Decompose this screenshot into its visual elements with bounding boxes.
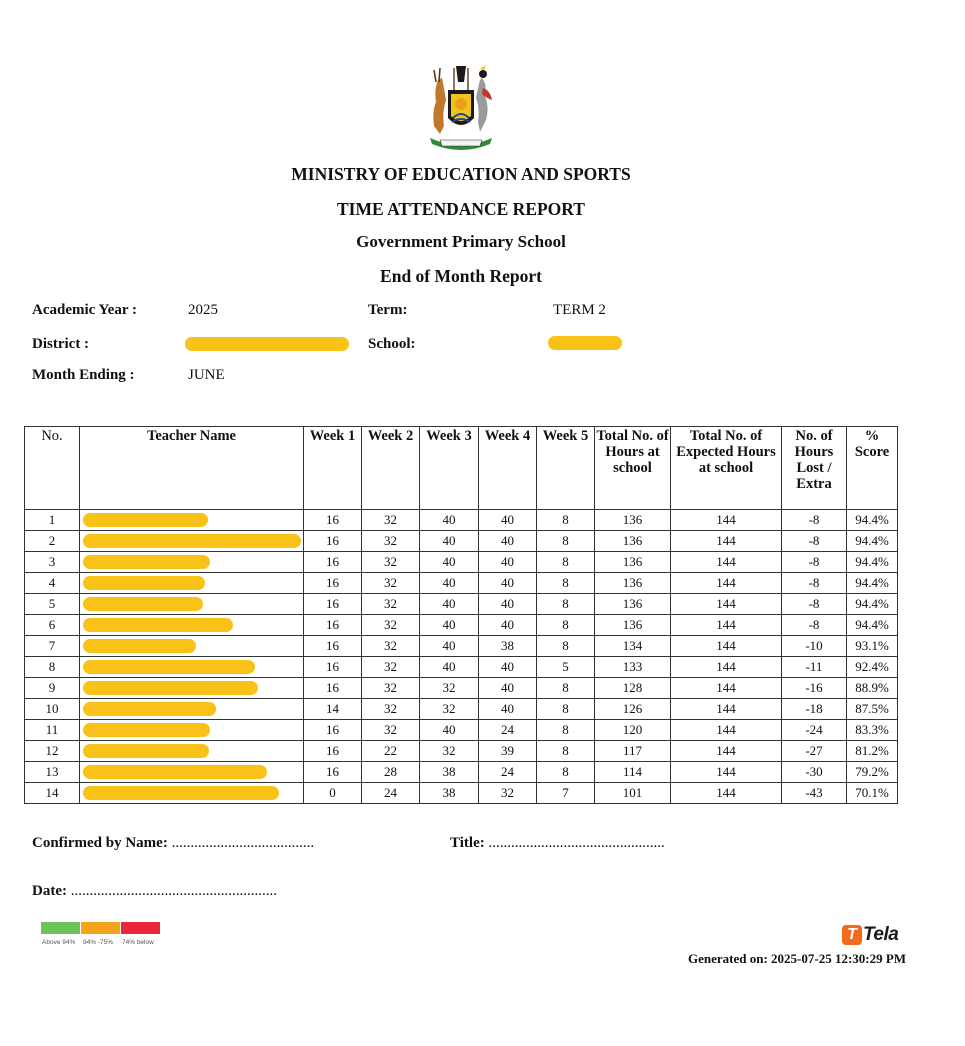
header-hours-lost: No. of Hours Lost / Extra <box>782 427 847 510</box>
row-no: 11 <box>25 720 80 741</box>
cell-score: 87.5% <box>847 699 898 720</box>
cell-week-4: 24 <box>479 720 537 741</box>
row-no: 8 <box>25 657 80 678</box>
teacher-name-cell <box>80 762 304 783</box>
term-value: TERM 2 <box>553 302 606 318</box>
cell-expected-hours: 144 <box>671 762 782 783</box>
cell-score: 83.3% <box>847 720 898 741</box>
cell-week-5: 8 <box>537 615 595 636</box>
attendance-table <box>24 426 898 804</box>
cell-score: 81.2% <box>847 741 898 762</box>
cell-week-5: 8 <box>537 573 595 594</box>
row-no: 3 <box>25 552 80 573</box>
date-line <box>32 883 277 900</box>
cell-score: 94.4% <box>847 615 898 636</box>
cell-total-hours: 136 <box>595 615 671 636</box>
teacher-name-redaction <box>83 702 216 716</box>
header-score: % Score <box>847 427 898 510</box>
cell-week-1: 16 <box>304 615 362 636</box>
cell-week-2: 22 <box>362 741 420 762</box>
cell-total-hours: 136 <box>595 573 671 594</box>
cell-hours-lost: -8 <box>782 615 847 636</box>
cell-week-2: 32 <box>362 678 420 699</box>
cell-week-4: 40 <box>479 531 537 552</box>
cell-total-hours: 136 <box>595 531 671 552</box>
table-row <box>25 636 898 657</box>
teacher-name-cell <box>80 720 304 741</box>
tela-logo <box>842 924 898 946</box>
teacher-name-cell <box>80 636 304 657</box>
cell-total-hours: 126 <box>595 699 671 720</box>
cell-week-5: 7 <box>537 783 595 804</box>
table-row <box>25 531 898 552</box>
cell-week-2: 32 <box>362 531 420 552</box>
teacher-name-redaction <box>83 681 258 695</box>
title-label: Title: <box>450 835 485 851</box>
cell-week-1: 14 <box>304 699 362 720</box>
cell-week-2: 32 <box>362 615 420 636</box>
cell-week-3: 40 <box>420 573 479 594</box>
cell-score: 94.4% <box>847 510 898 531</box>
cell-week-2: 32 <box>362 594 420 615</box>
cell-total-hours: 128 <box>595 678 671 699</box>
cell-week-5: 8 <box>537 531 595 552</box>
table-row <box>25 783 898 804</box>
report-title: TIME ATTENDANCE REPORT <box>337 199 585 219</box>
teacher-name-redaction <box>83 723 210 737</box>
cell-week-3: 40 <box>420 657 479 678</box>
teacher-name-redaction <box>83 618 233 632</box>
table-row <box>25 510 898 531</box>
date-label: Date: <box>32 883 67 899</box>
legend-swatch-high <box>41 922 80 934</box>
cell-hours-lost: -8 <box>782 510 847 531</box>
cell-hours-lost: -8 <box>782 594 847 615</box>
teacher-name-redaction <box>83 744 209 758</box>
cell-week-3: 32 <box>420 699 479 720</box>
cell-week-3: 40 <box>420 720 479 741</box>
report-period: End of Month Report <box>380 266 542 286</box>
cell-hours-lost: -8 <box>782 573 847 594</box>
row-no: 2 <box>25 531 80 552</box>
coat-of-arms-icon <box>420 60 502 150</box>
row-no: 1 <box>25 510 80 531</box>
cell-week-1: 16 <box>304 657 362 678</box>
cell-week-4: 40 <box>479 573 537 594</box>
cell-week-3: 40 <box>420 531 479 552</box>
title-line <box>450 835 665 852</box>
academic-year-value: 2025 <box>188 302 218 318</box>
cell-week-1: 16 <box>304 552 362 573</box>
ministry-title: MINISTRY OF EDUCATION AND SPORTS <box>291 164 631 184</box>
cell-week-5: 8 <box>537 741 595 762</box>
month-ending-value: JUNE <box>188 367 225 383</box>
cell-hours-lost: -8 <box>782 531 847 552</box>
date-field: ....................................................... <box>70 883 277 899</box>
table-row <box>25 699 898 720</box>
cell-week-2: 32 <box>362 552 420 573</box>
cell-expected-hours: 144 <box>671 552 782 573</box>
cell-expected-hours: 144 <box>671 741 782 762</box>
cell-week-1: 0 <box>304 783 362 804</box>
row-no: 14 <box>25 783 80 804</box>
cell-week-5: 8 <box>537 699 595 720</box>
cell-week-4: 32 <box>479 783 537 804</box>
header-no: No. <box>25 427 80 510</box>
district-redaction <box>185 337 349 351</box>
cell-score: 70.1% <box>847 783 898 804</box>
cell-total-hours: 114 <box>595 762 671 783</box>
teacher-name-cell <box>80 678 304 699</box>
cell-week-4: 39 <box>479 741 537 762</box>
table-row <box>25 594 898 615</box>
row-no: 9 <box>25 678 80 699</box>
cell-score: 94.4% <box>847 573 898 594</box>
teacher-name-cell <box>80 741 304 762</box>
cell-week-3: 40 <box>420 615 479 636</box>
cell-score: 94.4% <box>847 531 898 552</box>
cell-week-4: 40 <box>479 552 537 573</box>
cell-week-5: 8 <box>537 510 595 531</box>
cell-hours-lost: -43 <box>782 783 847 804</box>
cell-week-1: 16 <box>304 678 362 699</box>
legend-label-mid: 94% -75% <box>83 939 113 946</box>
cell-week-2: 32 <box>362 636 420 657</box>
legend-label-high: Above 94% <box>42 939 76 946</box>
title-field: ............................................... <box>488 835 665 851</box>
header-week-1: Week 1 <box>304 427 362 510</box>
row-no: 13 <box>25 762 80 783</box>
cell-expected-hours: 144 <box>671 573 782 594</box>
cell-hours-lost: -8 <box>782 552 847 573</box>
cell-week-1: 16 <box>304 720 362 741</box>
cell-week-5: 8 <box>537 762 595 783</box>
cell-expected-hours: 144 <box>671 615 782 636</box>
cell-total-hours: 133 <box>595 657 671 678</box>
cell-week-1: 16 <box>304 594 362 615</box>
header-total-hours: Total No. of Hours at school <box>595 427 671 510</box>
table-row <box>25 657 898 678</box>
cell-week-1: 16 <box>304 531 362 552</box>
teacher-name-redaction <box>83 534 301 548</box>
cell-expected-hours: 144 <box>671 657 782 678</box>
teacher-name-cell <box>80 531 304 552</box>
cell-week-2: 32 <box>362 699 420 720</box>
header-teacher-name: Teacher Name <box>80 427 304 510</box>
cell-week-5: 8 <box>537 720 595 741</box>
cell-score: 79.2% <box>847 762 898 783</box>
cell-expected-hours: 144 <box>671 636 782 657</box>
cell-week-2: 32 <box>362 657 420 678</box>
cell-week-2: 28 <box>362 762 420 783</box>
cell-total-hours: 136 <box>595 594 671 615</box>
cell-week-3: 40 <box>420 510 479 531</box>
cell-week-3: 40 <box>420 552 479 573</box>
cell-week-5: 8 <box>537 594 595 615</box>
table-row <box>25 741 898 762</box>
confirmed-by-field: ...................................... <box>171 835 315 851</box>
row-no: 7 <box>25 636 80 657</box>
cell-week-4: 38 <box>479 636 537 657</box>
cell-total-hours: 120 <box>595 720 671 741</box>
row-no: 6 <box>25 615 80 636</box>
cell-week-2: 32 <box>362 573 420 594</box>
teacher-name-cell <box>80 510 304 531</box>
confirmed-by-line <box>32 835 314 852</box>
row-no: 10 <box>25 699 80 720</box>
teacher-name-cell <box>80 552 304 573</box>
cell-week-5: 5 <box>537 657 595 678</box>
teacher-name-redaction <box>83 513 208 527</box>
cell-week-3: 32 <box>420 678 479 699</box>
cell-week-1: 16 <box>304 741 362 762</box>
cell-week-4: 40 <box>479 510 537 531</box>
teacher-name-redaction <box>83 639 196 653</box>
cell-hours-lost: -30 <box>782 762 847 783</box>
cell-total-hours: 136 <box>595 552 671 573</box>
table-row <box>25 552 898 573</box>
school-label: School: <box>368 336 416 352</box>
school-type: Government Primary School <box>356 232 566 251</box>
cell-score: 92.4% <box>847 657 898 678</box>
row-no: 12 <box>25 741 80 762</box>
cell-hours-lost: -27 <box>782 741 847 762</box>
cell-week-3: 38 <box>420 762 479 783</box>
legend-swatch-low <box>121 922 160 934</box>
cell-total-hours: 117 <box>595 741 671 762</box>
tela-logo-text: Tela <box>863 924 899 945</box>
cell-expected-hours: 144 <box>671 510 782 531</box>
teacher-name-cell <box>80 699 304 720</box>
cell-week-5: 8 <box>537 636 595 657</box>
cell-expected-hours: 144 <box>671 531 782 552</box>
cell-score: 88.9% <box>847 678 898 699</box>
cell-score: 93.1% <box>847 636 898 657</box>
cell-hours-lost: -18 <box>782 699 847 720</box>
cell-total-hours: 101 <box>595 783 671 804</box>
cell-week-4: 40 <box>479 594 537 615</box>
month-ending-label: Month Ending : <box>32 367 135 383</box>
teacher-name-redaction <box>83 576 205 590</box>
teacher-name-cell <box>80 615 304 636</box>
confirmed-by-label: Confirmed by Name: <box>32 835 168 851</box>
cell-week-4: 40 <box>479 615 537 636</box>
cell-week-1: 16 <box>304 636 362 657</box>
table-row <box>25 573 898 594</box>
cell-week-1: 16 <box>304 573 362 594</box>
cell-week-3: 32 <box>420 741 479 762</box>
cell-week-2: 24 <box>362 783 420 804</box>
table-row <box>25 762 898 783</box>
district-label: District : <box>32 336 90 352</box>
header-week-2: Week 2 <box>362 427 420 510</box>
teacher-name-redaction <box>83 765 267 779</box>
teacher-name-redaction <box>83 660 255 674</box>
teacher-name-redaction <box>83 786 279 800</box>
term-label: Term: <box>368 302 408 318</box>
header-expected-hours: Total No. of Expected Hours at school <box>671 427 782 510</box>
table-row <box>25 615 898 636</box>
cell-expected-hours: 144 <box>671 594 782 615</box>
cell-expected-hours: 144 <box>671 720 782 741</box>
table-row <box>25 720 898 741</box>
teacher-name-cell <box>80 783 304 804</box>
cell-expected-hours: 144 <box>671 678 782 699</box>
teacher-name-redaction <box>83 597 203 611</box>
school-redaction <box>548 336 622 350</box>
row-no: 4 <box>25 573 80 594</box>
teacher-name-cell <box>80 657 304 678</box>
cell-score: 94.4% <box>847 594 898 615</box>
cell-week-4: 24 <box>479 762 537 783</box>
cell-week-4: 40 <box>479 678 537 699</box>
cell-total-hours: 136 <box>595 510 671 531</box>
teacher-name-cell <box>80 594 304 615</box>
cell-expected-hours: 144 <box>671 783 782 804</box>
cell-total-hours: 134 <box>595 636 671 657</box>
cell-week-5: 8 <box>537 678 595 699</box>
cell-hours-lost: -10 <box>782 636 847 657</box>
row-no: 5 <box>25 594 80 615</box>
teacher-name-cell <box>80 573 304 594</box>
academic-year-label: Academic Year : <box>32 302 137 318</box>
cell-week-3: 38 <box>420 783 479 804</box>
cell-week-1: 16 <box>304 762 362 783</box>
cell-hours-lost: -16 <box>782 678 847 699</box>
table-row <box>25 678 898 699</box>
header-week-5: Week 5 <box>537 427 595 510</box>
cell-expected-hours: 144 <box>671 699 782 720</box>
cell-week-4: 40 <box>479 657 537 678</box>
cell-hours-lost: -24 <box>782 720 847 741</box>
cell-week-2: 32 <box>362 720 420 741</box>
tela-logo-icon: T <box>842 925 862 945</box>
header-week-4: Week 4 <box>479 427 537 510</box>
cell-week-3: 40 <box>420 594 479 615</box>
legend-label-low: 74% below <box>122 939 154 946</box>
cell-week-4: 40 <box>479 699 537 720</box>
cell-hours-lost: -11 <box>782 657 847 678</box>
legend-swatch-mid <box>81 922 120 934</box>
teacher-name-redaction <box>83 555 210 569</box>
generated-timestamp: Generated on: 2025-07-25 12:30:29 PM <box>688 951 907 966</box>
header-week-3: Week 3 <box>420 427 479 510</box>
cell-score: 94.4% <box>847 552 898 573</box>
cell-week-1: 16 <box>304 510 362 531</box>
cell-week-3: 40 <box>420 636 479 657</box>
cell-week-2: 32 <box>362 510 420 531</box>
cell-week-5: 8 <box>537 552 595 573</box>
